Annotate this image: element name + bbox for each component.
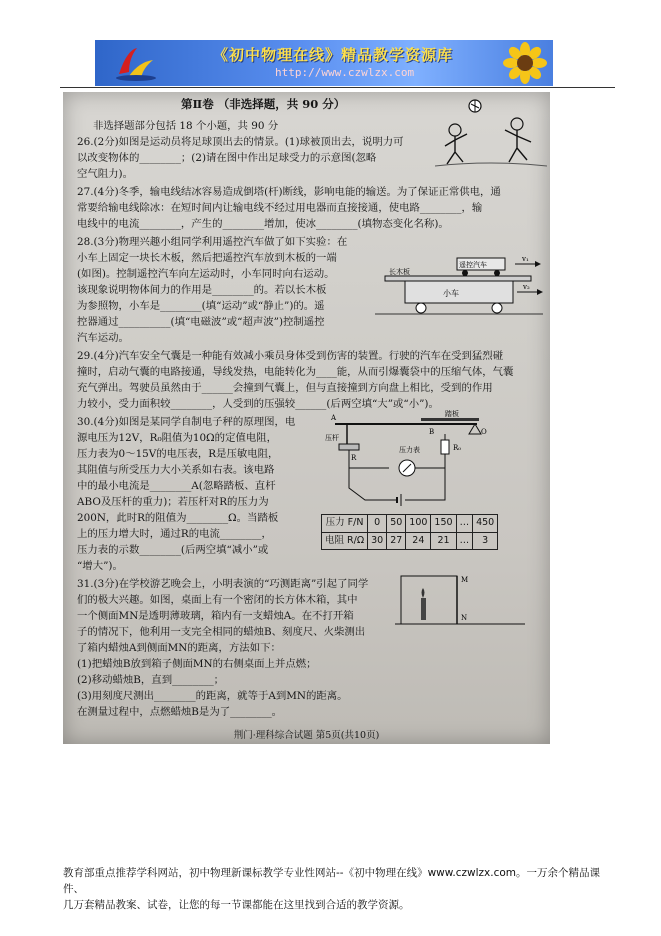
question-line: 其阻值与所受压力大小关系如右表。该电路 [77, 464, 275, 476]
table-cell: 100 [406, 515, 431, 533]
question-line: 空气阻力)。 [77, 168, 134, 180]
question-line: 一个侧面MN是透明薄玻璃，箱内有一支蜡烛A。在不打开箱 [77, 610, 354, 622]
fig30-rod: 压杆 [325, 434, 339, 442]
figure-30-scale-circuit [325, 408, 495, 512]
table-cell: 150 [431, 515, 456, 533]
table-cell: … [456, 515, 473, 533]
figure-28-car-board [375, 252, 543, 320]
question-line: 控器通过__________(填“电磁波”或“超声波”)控制遥控 [77, 316, 325, 328]
fig30-pedal: 踏板 [445, 410, 459, 418]
question-line: 小车上固定一块长木板，然后把遥控汽车放到木板的一端 [77, 252, 337, 264]
site-footer [63, 865, 603, 913]
part-heading: 第Ⅱ卷 （非选择题，共 90 分） [181, 97, 346, 111]
footer-line-2: 几万套精品教案、试卷，让您的每一节课都能在这里找到合适的教学资源。 [63, 899, 410, 911]
table-cell: 450 [473, 515, 498, 533]
fig28-car-label: 遥控汽车 [459, 261, 487, 269]
table-cell: 50 [387, 515, 406, 533]
question-line: “增大”)。 [77, 560, 123, 572]
question-line: 为参照物，小车是________(填“运动”或“静止”)的。遥 [77, 300, 325, 312]
sunflower-icon [501, 42, 549, 84]
question-line: 上的压力增大时，通过R的电流________， [77, 528, 272, 540]
scanned-exam-page [63, 92, 550, 744]
question-line: 该现象说明物体间力的作用是________的。若以长木板 [77, 284, 327, 296]
table-row [322, 515, 498, 533]
fig30-B: B [429, 428, 435, 436]
fig30-R: R [351, 454, 357, 462]
question-line: 了箱内蜡烛A到侧面MN的距离，方法如下： [77, 642, 281, 654]
question-line: 28.(3分)物理兴趣小组同学利用遥控汽车做了如下实验：在 [77, 236, 348, 248]
table-cell: 30 [368, 532, 387, 550]
question-line: 力较小，受力面积较________，人受到的压强较______(后两空填“大”或“小”)。 [77, 398, 439, 410]
table-30-pressure-resistance [321, 514, 498, 550]
table-cell: 24 [406, 532, 431, 550]
site-banner [95, 40, 553, 86]
fig30-O: O [481, 428, 487, 436]
question-line: 27.(4分)冬季，输电线结冰容易造成倒塔(杆)断线，影响电能的输送。为了保证正常供电，通 [77, 186, 501, 198]
question-line: 29.(4分)汽车安全气囊是一种能有效减小乘员身体受到伤害的装置。行驶的汽车在受到猛烈碰 [77, 350, 504, 362]
question-line: 压力表的示数________(后两空填“减小”或 [77, 544, 269, 556]
banner-url[interactable]: http://www.czwlzx.com [275, 66, 415, 79]
question-line: (1)把蜡烛B放到箱子侧面MN的右侧桌面上并点燃； [77, 658, 317, 670]
question-line: 以改变物体的________；(2)请在图中作出足球受力的示意图(忽略 [77, 152, 377, 164]
table-row-label: 压力 F/N [322, 515, 368, 533]
question-line: 撞时，启动气囊的电路接通，导线发热，电能转化为____能，从而引爆囊袋中的压缩气体，气囊 [77, 366, 514, 378]
figure-26-header-ball [435, 96, 547, 168]
exam-page-footer: 荆门·理科综合试题 第5页(共10页) [233, 730, 380, 741]
fig30-A: A [331, 414, 337, 422]
question-line: (3)用刻度尺测出________的距离，就等于A到MN的距离。 [77, 690, 348, 702]
table-cell: 3 [473, 532, 498, 550]
table-cell: 0 [368, 515, 387, 533]
question-line: 非选择题部分包括 18 个小题，共 90 分 [93, 120, 279, 132]
question-line: 30.(4分)如图是某同学自制电子秤的原理图，电 [77, 416, 296, 428]
fig28-v2: v₂ [523, 283, 530, 291]
fig28-v1: v₁ [522, 255, 529, 263]
banner-title: 《初中物理在线》精品教学资源库 [213, 46, 454, 64]
fig31-N: N [461, 614, 468, 622]
question-line: (如图)。控制遥控汽车向左运动时，小车同时向右运动。 [77, 268, 335, 280]
question-line: 31.(3分)在学校游艺晚会上，小明表演的“巧测距离”引起了同学 [77, 578, 369, 590]
question-line: ABO及压杆的重力)；若压杆对R的压力为 [77, 496, 269, 508]
table-row [322, 532, 498, 550]
fig30-gauge: 压力表 [399, 446, 420, 454]
question-line: 汽车运动。 [77, 332, 129, 344]
fig28-cart-label: 小车 [443, 289, 459, 298]
site-logo-icon [113, 44, 159, 82]
question-line: 常要给输电线除冰：在短时间内让输电线不经过用电器而直接接通，使电路________，输 [77, 202, 483, 214]
table-cell: 21 [431, 532, 456, 550]
table-row-label: 电阻 R/Ω [322, 532, 368, 550]
question-line: 电线中的电流________，产生的________增加，使冰________(填物态变化名称)。 [77, 218, 449, 230]
question-line: 压力表为0～15V的电压表，R是压敏电阻， [77, 448, 279, 460]
fig28-board-label: 长木板 [389, 268, 410, 276]
question-line: (2)移动蜡烛B，直到________； [77, 674, 225, 686]
question-line: 源电压为12V，R₀阻值为10Ω的定值电阻， [77, 432, 278, 444]
question-line: 充气弹出。驾驶员虽然由于______会撞到气囊上，但与直接撞到方向盘上相比，受到的作用 [77, 382, 493, 394]
table-cell: … [456, 532, 473, 550]
fig30-R0: R₀ [453, 444, 462, 452]
question-line: 中的最小电流是________A(忽略踏板、直杆 [77, 480, 276, 492]
question-line: 在测量过程中，点燃蜡烛B是为了________。 [77, 706, 283, 718]
footer-line-1: 教育部重点推荐学科网站，初中物理新课标教学专业性网站--《初中物理在线》www.czwlzx.com。一万余个精品课件、 [63, 867, 600, 895]
question-line: 26.(2分)如图是运动员将足球顶出去的情景。(1)球被顶出去，说明力可 [77, 136, 404, 148]
question-line: 200N，此时R的阻值为________Ω。当踏板 [77, 512, 279, 524]
figure-31-glass-box [395, 572, 525, 636]
table-cell: 27 [387, 532, 406, 550]
question-line: 们的极大兴趣。如图，桌面上有一个密闭的长方体木箱，其中 [77, 594, 358, 606]
header-rule [60, 87, 615, 88]
question-line: 子的情况下，他利用一支完全相同的蜡烛B、刻度尺、火柴测出 [77, 626, 366, 638]
fig31-M: M [461, 576, 469, 584]
